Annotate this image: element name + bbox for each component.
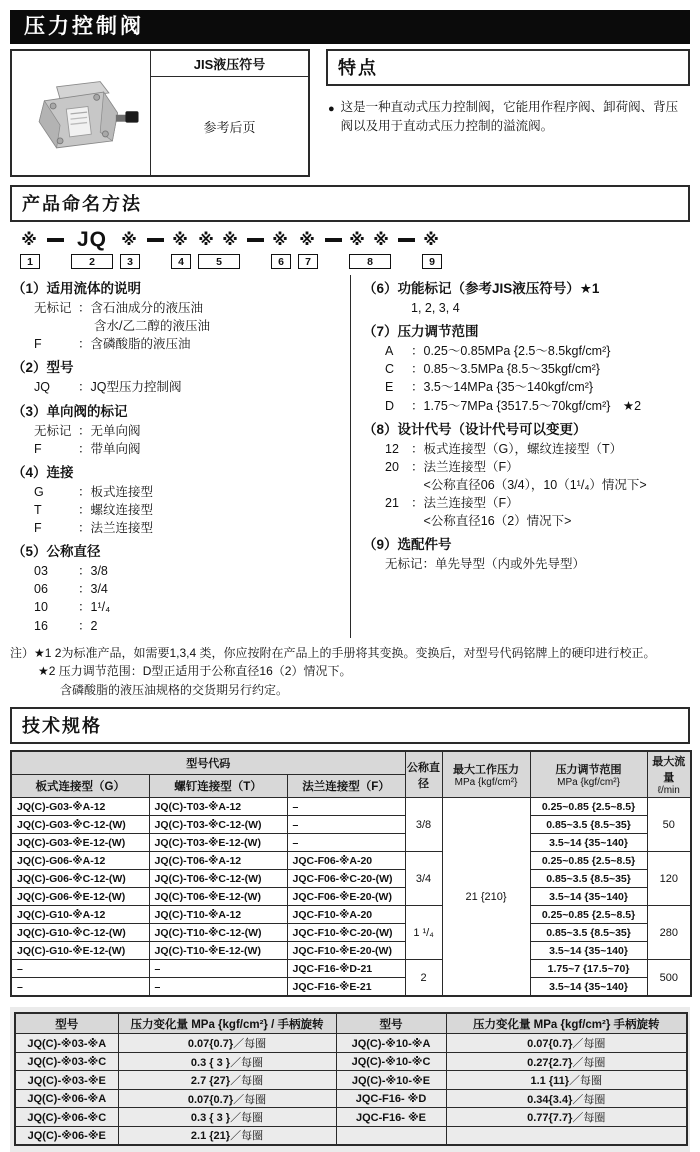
spec-header-model-code: 型号代码 — [11, 751, 405, 775]
handle-per-rev-label: ／每圈 — [572, 1112, 606, 1125]
naming-item-title: （4）连接 — [12, 464, 74, 480]
spec-cell-nominal-dia: 1 ¹/₄ — [405, 906, 442, 960]
model-code-unit — [71, 228, 113, 269]
model-code-position-box: 8 — [349, 254, 391, 269]
handle-header-delta-right: 压力变化量 MPa {kgf/cm²} 手柄旋转 — [446, 1013, 687, 1034]
handle-table-row — [15, 1071, 687, 1090]
spec-cell-model-g: JQ(C)-G10-※E-12-(W) — [11, 942, 149, 960]
features-title: 特点 — [326, 49, 690, 86]
spec-table-row — [11, 852, 691, 870]
naming-item-row — [12, 562, 346, 580]
naming-row-value: ：法兰连接型（F） — [411, 459, 519, 474]
naming-item-row — [363, 378, 686, 396]
spec-cell-nominal-dia: 3/8 — [405, 798, 442, 852]
naming-item — [363, 320, 686, 415]
naming-row-key: F — [34, 337, 42, 352]
model-code-dash-unit — [147, 228, 164, 269]
spec-cell-model-f: JQC-F16-※E-21 — [287, 978, 405, 996]
handle-cell-delta-right: 1.1 {11}／每圈 — [446, 1071, 687, 1090]
naming-row-value: ：3.5～14MPa {35～140kgf/cm²} — [411, 380, 594, 395]
model-code-position-box: 7 — [298, 254, 318, 269]
naming-item-row — [12, 422, 346, 440]
spec-header-max-pressure-title: 最大工作压力 — [453, 764, 520, 777]
spec-table-row — [11, 924, 691, 942]
model-code-unit — [349, 228, 391, 269]
spec-cell-model-g: – — [11, 978, 149, 996]
spec-cell-model-f: – — [287, 834, 405, 852]
naming-row-value: ：板式连接型（G），螺纹连接型（T） — [411, 441, 623, 456]
naming-row-key — [34, 317, 78, 335]
valve-photo-illustration — [20, 63, 142, 163]
jis-symbol-label: JIS液压符号 — [151, 51, 308, 77]
naming-item-row — [363, 555, 686, 573]
model-code-unit — [171, 228, 191, 269]
photo-side-panel — [150, 51, 308, 175]
handle-cell-model-left: JQ(C)-※03-※C — [15, 1052, 118, 1071]
naming-item-row — [12, 317, 346, 335]
naming-item-row — [363, 342, 686, 360]
spec-cell-model-t: JQ(C)-T10-※E-12-(W) — [149, 942, 287, 960]
naming-item-row — [363, 494, 686, 512]
naming-row-key: 06 — [34, 582, 48, 597]
naming-item-row — [363, 360, 686, 378]
handle-per-rev-label: ／每圈 — [230, 1075, 264, 1088]
naming-item-row — [12, 335, 346, 353]
naming-section-title: 产品命名方法 — [10, 185, 690, 222]
spec-cell-model-t: JQ(C)-T03-※A-12 — [149, 798, 287, 816]
spec-table-row — [11, 960, 691, 978]
naming-row-key: 12 — [385, 441, 399, 456]
handle-cell-model-left: JQ(C)-※03-※E — [15, 1071, 118, 1090]
model-code-unit — [422, 228, 442, 269]
spec-table-row — [11, 978, 691, 996]
naming-row-value: ：0.85～3.5MPa {8.5～35kgf/cm²} — [411, 362, 600, 377]
spec-cell-adj-range: 3.5~14 {35~140} — [530, 978, 647, 996]
model-code-symbol: ※ — [21, 232, 39, 249]
spec-cell-model-g: JQ(C)-G06-※A-12 — [11, 852, 149, 870]
naming-item-row — [363, 476, 686, 494]
naming-row-value: ：带单向阀 — [78, 441, 141, 456]
model-code-position-box: 9 — [422, 254, 442, 269]
spec-cell-nominal-dia: 2 — [405, 960, 442, 996]
spec-cell-max-flow: 120 — [647, 852, 691, 906]
naming-row-key: C — [385, 362, 395, 377]
naming-row-value: 含水/乙二醇的液压油 — [78, 319, 210, 334]
bullet-icon: ● — [328, 103, 335, 115]
naming-row-key: A — [385, 344, 394, 359]
spec-cell-adj-range: 3.5~14 {35~140} — [530, 888, 647, 906]
handle-table-section — [10, 1007, 690, 1152]
spec-cell-adj-range: 3.5~14 {35~140} — [530, 834, 647, 852]
spec-cell-model-f: JQC-F06-※C-20-(W) — [287, 870, 405, 888]
spec-table-row — [11, 888, 691, 906]
handle-table — [14, 1012, 688, 1146]
spec-cell-model-t: JQ(C)-T10-※A-12 — [149, 906, 287, 924]
handle-per-rev-label: ／每圈 — [569, 1075, 603, 1088]
naming-item-row — [363, 512, 686, 530]
model-code-dash-unit — [325, 228, 342, 269]
model-code-symbol: ※ — [172, 232, 190, 249]
handle-per-rev-label: ／每圈 — [233, 1038, 267, 1051]
naming-item-title: （5）公称直径 — [12, 544, 101, 560]
naming-item-row — [363, 397, 686, 415]
intro-row — [10, 49, 690, 177]
handle-cell-delta-left: 0.3 { 3 }／每圈 — [118, 1108, 336, 1127]
naming-row-value: ：板式连接型 — [78, 484, 154, 499]
naming-row-value: ：1.75～7MPa {3517.5～70kgf/cm²} ★2 — [411, 398, 642, 413]
model-code-dash — [147, 238, 164, 242]
naming-notes — [10, 644, 690, 700]
spec-header-max-flow-title: 最大流量 — [652, 756, 686, 785]
naming-row-value: <公称直径06（3/4），10（1¹/₄）情况下> — [411, 477, 647, 492]
handle-per-rev-label: ／每圈 — [572, 1056, 606, 1069]
naming-note: 注）★1 2为标准产品，如需要1,3,4 类，你应按附在产品上的手册将其变换。变换后，对型号代码铭牌上的硬印进行校正。 — [10, 645, 656, 660]
features-body — [326, 98, 690, 137]
naming-note: ★2 压力调节范围：D型正适用于公称直径16（2）情况下。 — [38, 664, 352, 679]
model-code-position-box: 1 — [20, 254, 40, 269]
handle-per-rev-label: ／每圈 — [233, 1093, 267, 1106]
naming-row-key: G — [34, 484, 44, 499]
naming-item — [12, 400, 346, 458]
spec-cell-model-t: JQ(C)-T03-※E-12-(W) — [149, 834, 287, 852]
naming-item-title: （1）适用流体的说明 — [12, 281, 142, 296]
handle-cell-delta-right — [446, 1126, 687, 1145]
spec-header-dia: 公称直径 — [405, 751, 442, 798]
naming-item-row — [12, 580, 346, 598]
handle-cell-delta-right: 0.07{0.7}／每圈 — [446, 1034, 687, 1053]
handle-cell-model-right: JQ(C)-※10-※A — [336, 1034, 446, 1053]
handle-table-row — [15, 1089, 687, 1108]
spec-table-row — [11, 834, 691, 852]
spec-cell-max-flow: 50 — [647, 798, 691, 852]
naming-item-row — [363, 458, 686, 476]
naming-item-row — [12, 378, 346, 396]
spec-table-row — [11, 816, 691, 834]
spec-cell-max-pressure: 21 {210} — [442, 798, 530, 996]
spec-cell-max-flow: 280 — [647, 906, 691, 960]
naming-item-row — [12, 483, 346, 501]
handle-cell-delta-right: 0.34{3.4}／每圈 — [446, 1089, 687, 1108]
handle-cell-model-right: JQ(C)-※10-※E — [336, 1071, 446, 1090]
spec-cell-adj-range: 0.85~3.5 {8.5~35} — [530, 816, 647, 834]
naming-item-row — [12, 440, 346, 458]
naming-item-row — [12, 519, 346, 537]
naming-item-title: （3）单向阀的标记 — [12, 403, 128, 419]
handle-cell-delta-right: 0.77{7.7}／每圈 — [446, 1108, 687, 1127]
spec-table-row — [11, 906, 691, 924]
product-photo — [12, 51, 150, 175]
naming-item-row — [12, 598, 346, 616]
spec-cell-adj-range: 3.5~14 {35~140} — [530, 942, 647, 960]
spec-cell-nominal-dia: 3/4 — [405, 852, 442, 906]
spec-cell-model-t: JQ(C)-T03-※C-12-(W) — [149, 816, 287, 834]
naming-item-row — [363, 299, 686, 317]
naming-row-value: <公称直径16（2）情况下> — [411, 514, 572, 529]
naming-row-key: 20 — [385, 459, 399, 474]
spec-header-adj-range-unit: MPa {kgf/cm²} — [557, 777, 620, 789]
specs-section-title: 技术规格 — [10, 707, 690, 744]
page-title: 压力控制阀 — [10, 10, 690, 44]
handle-cell-model-right: JQC-F16- ※E — [336, 1108, 446, 1127]
spec-cell-adj-range: 0.25~0.85 {2.5~8.5} — [530, 906, 647, 924]
naming-row-key: 16 — [34, 618, 48, 633]
handle-cell-model-left: JQ(C)-※06-※E — [15, 1126, 118, 1145]
spec-cell-model-f: – — [287, 816, 405, 834]
naming-row-key: F — [34, 441, 42, 456]
model-code-symbol: JQ — [76, 228, 107, 251]
naming-row-key: D — [385, 398, 395, 413]
handle-cell-model-right — [336, 1126, 446, 1145]
handle-per-rev-label: ／每圈 — [572, 1038, 606, 1051]
spec-cell-adj-range: 0.25~0.85 {2.5~8.5} — [530, 852, 647, 870]
naming-item — [12, 356, 346, 396]
handle-cell-model-left: JQ(C)-※06-※A — [15, 1089, 118, 1108]
spec-cell-adj-range: 0.85~3.5 {8.5~35} — [530, 924, 647, 942]
model-code-dash — [247, 238, 264, 242]
handle-per-rev-label: ／每圈 — [572, 1093, 606, 1106]
handle-cell-model-left: JQ(C)-※06-※C — [15, 1108, 118, 1127]
model-code-symbol: ※ ※ — [198, 232, 240, 249]
spec-cell-model-g: JQ(C)-G06-※E-12-(W) — [11, 888, 149, 906]
spec-cell-adj-range: 0.25~0.85 {2.5~8.5} — [530, 798, 647, 816]
model-code-symbol: ※ ※ — [349, 232, 391, 249]
handle-header-delta-left: 压力变化量 MPa {kgf/cm²} / 手柄旋转 — [118, 1013, 336, 1034]
naming-item — [12, 277, 346, 353]
model-code-dash — [398, 238, 415, 242]
naming-row-value: ：法兰连接型（F） — [411, 496, 519, 510]
spec-cell-model-f: JQC-F10-※A-20 — [287, 906, 405, 924]
handle-cell-model-right: JQ(C)-※10-※C — [336, 1052, 446, 1071]
see-later-page-label: 参考后页 — [203, 119, 256, 135]
handle-table-row — [15, 1126, 687, 1145]
handle-cell-delta-left: 0.3 { 3 }／每圈 — [118, 1052, 336, 1071]
spec-cell-adj-range: 0.85~3.5 {8.5~35} — [530, 870, 647, 888]
naming-row-value: 1, 2, 3, 4 — [411, 301, 460, 315]
spec-cell-model-g: JQ(C)-G06-※C-12-(W) — [11, 870, 149, 888]
model-code-symbol: ※ — [299, 232, 317, 249]
handle-per-rev-label: ／每圈 — [230, 1112, 264, 1125]
naming-col-left — [10, 275, 350, 638]
spec-cell-model-g: JQ(C)-G10-※C-12-(W) — [11, 924, 149, 942]
naming-row-key: 21 — [385, 496, 399, 510]
model-code-symbol: ※ — [272, 232, 290, 249]
spec-cell-model-f: JQC-F10-※C-20-(W) — [287, 924, 405, 942]
handle-cell-delta-left: 2.1 {21}／每圈 — [118, 1126, 336, 1145]
naming-item — [363, 418, 686, 531]
model-code-dash-unit — [398, 228, 415, 269]
model-code-position-box: 5 — [198, 254, 240, 269]
naming-row-value: ：无单向阀 — [78, 423, 141, 438]
model-code-unit — [198, 228, 240, 269]
handle-header-model-right: 型号 — [336, 1013, 446, 1034]
spec-cell-model-g: JQ(C)-G03-※E-12-(W) — [11, 834, 149, 852]
naming-row-key: 无标记 — [34, 301, 72, 315]
model-code-unit — [271, 228, 291, 269]
naming-item — [363, 533, 686, 573]
spec-cell-model-g: JQ(C)-G03-※A-12 — [11, 798, 149, 816]
spec-header-max-pressure — [442, 751, 530, 798]
spec-header-max-flow — [647, 751, 691, 798]
naming-item-title: （8）设计代号（设计代号可以变更） — [363, 421, 587, 437]
handle-table-row — [15, 1108, 687, 1127]
naming-columns — [10, 275, 690, 638]
handle-cell-model-right: JQC-F16- ※D — [336, 1089, 446, 1108]
model-code-position-box: 6 — [271, 254, 291, 269]
spec-cell-model-t: – — [149, 978, 287, 996]
naming-item-title: （7）压力调节范围 — [363, 324, 479, 340]
naming-row-key: 03 — [34, 564, 48, 579]
naming-row-value: ：0.25～0.85MPa {2.5～8.5kgf/cm²} — [411, 344, 611, 359]
naming-row-key: 无标记 — [34, 423, 72, 438]
spec-header-max-pressure-unit: MPa {kgf/cm²} — [454, 777, 518, 789]
spec-cell-model-f: JQC-F16-※D-21 — [287, 960, 405, 978]
model-code-unit — [20, 228, 40, 269]
naming-row-key: T — [34, 502, 42, 517]
spec-cell-model-g: JQ(C)-G03-※C-12-(W) — [11, 816, 149, 834]
spec-cell-model-g: – — [11, 960, 149, 978]
model-code-dash — [47, 238, 64, 242]
handle-table-body — [15, 1034, 687, 1145]
naming-row-value: ：含石油成分的液压油 — [78, 301, 204, 315]
spec-cell-max-flow: 500 — [647, 960, 691, 996]
spec-cell-model-t: JQ(C)-T06-※A-12 — [149, 852, 287, 870]
spec-header-g-type: 板式连接型（G） — [11, 775, 149, 798]
naming-row-key: E — [385, 380, 394, 395]
model-code-dash-unit — [247, 228, 264, 269]
naming-row-value: ：含磷酸脂的液压油 — [78, 337, 191, 352]
naming-row-value: ：法兰连接型 — [78, 521, 154, 535]
features-bullet-text: 这是一种直动式压力控制阀，它能用作程序阀、卸荷阀、背压阀以及用于直动式压力控制的溢流阀。 — [340, 100, 679, 134]
naming-section — [10, 185, 690, 699]
spec-cell-adj-range: 1.75~7 {17.5~70} — [530, 960, 647, 978]
naming-item-title: （6）功能标记（参考JIS液压符号）★1 — [363, 281, 600, 296]
handle-table-row — [15, 1052, 687, 1071]
naming-item — [363, 277, 686, 317]
naming-item-title: （2）型号 — [12, 360, 74, 376]
spec-cell-model-f: JQC-F06-※E-20-(W) — [287, 888, 405, 906]
naming-row-key — [385, 299, 411, 317]
specs-section — [10, 707, 690, 997]
spec-table-row — [11, 798, 691, 816]
spec-header-adj-range — [530, 751, 647, 798]
naming-col-right — [350, 275, 690, 638]
handle-cell-model-left: JQ(C)-※03-※A — [15, 1034, 118, 1053]
naming-row-value: ：3/4 — [78, 582, 108, 597]
naming-item-row — [363, 440, 686, 458]
spec-header-adj-range-title: 压力调节范围 — [555, 764, 622, 777]
model-code-unit — [120, 228, 140, 269]
naming-row-value: ：1¹/₄ — [78, 600, 111, 615]
handle-cell-delta-left: 2.7 {27}／每圈 — [118, 1071, 336, 1090]
spec-cell-model-t: – — [149, 960, 287, 978]
naming-item-title: （9）选配件号 — [363, 537, 452, 553]
model-code-dash — [325, 238, 342, 242]
naming-row-value: ：JQ型压力控制阀 — [78, 380, 182, 395]
spec-table-row — [11, 870, 691, 888]
naming-row-value: ：2 — [78, 618, 98, 633]
handle-per-rev-label: ／每圈 — [230, 1056, 264, 1069]
spec-table-body — [11, 798, 691, 996]
naming-row-key: F — [34, 521, 42, 535]
spec-header-max-flow-unit: ℓ/min — [657, 785, 680, 797]
naming-row-key: JQ — [34, 380, 50, 395]
naming-item-row — [12, 501, 346, 519]
features-section — [326, 49, 690, 177]
naming-item — [12, 461, 346, 537]
spec-header-t-type: 螺钉连接型（T） — [149, 775, 287, 798]
handle-cell-delta-left: 0.07{0.7}／每圈 — [118, 1089, 336, 1108]
spec-cell-model-f: JQC-F06-※A-20 — [287, 852, 405, 870]
spec-cell-model-t: JQ(C)-T06-※C-12-(W) — [149, 870, 287, 888]
naming-row-key: 无标记 — [385, 557, 423, 572]
spec-cell-model-f: JQC-F10-※E-20-(W) — [287, 942, 405, 960]
naming-row-key — [385, 512, 411, 530]
naming-item-row — [12, 299, 346, 317]
model-code-symbol: ※ — [423, 232, 441, 249]
handle-table-row — [15, 1034, 687, 1053]
naming-row-key: 10 — [34, 600, 48, 615]
handle-cell-delta-right: 0.27{2.7}／每圈 — [446, 1052, 687, 1071]
product-photo-box — [10, 49, 310, 177]
spec-header-f-type: 法兰连接型（F） — [287, 775, 405, 798]
model-code-dash-unit — [47, 228, 64, 269]
model-code-row — [10, 228, 690, 269]
handle-header-model-left: 型号 — [15, 1013, 118, 1034]
spec-cell-model-f: – — [287, 798, 405, 816]
model-code-unit — [298, 228, 318, 269]
naming-item — [12, 540, 346, 635]
naming-row-value: ：螺纹连接型 — [78, 502, 154, 517]
spec-cell-model-t: JQ(C)-T10-※C-12-(W) — [149, 924, 287, 942]
model-code-symbol: ※ — [121, 232, 139, 249]
model-code-position-box: 2 — [71, 254, 113, 269]
naming-row-key — [385, 476, 411, 494]
naming-item-row — [12, 617, 346, 635]
naming-row-value: ：单先导型（内或外先导型） — [422, 557, 586, 572]
model-code-position-box: 3 — [120, 254, 140, 269]
spec-table-row — [11, 942, 691, 960]
spec-cell-model-g: JQ(C)-G10-※A-12 — [11, 906, 149, 924]
spec-table — [10, 750, 692, 997]
spec-cell-model-t: JQ(C)-T06-※E-12-(W) — [149, 888, 287, 906]
handle-per-rev-label: ／每圈 — [230, 1130, 264, 1143]
naming-row-value: ：3/8 — [78, 564, 108, 579]
naming-note: 含磷酸脂的液压油规格的交货期另行约定。 — [60, 682, 289, 697]
model-code-position-box: 4 — [171, 254, 191, 269]
handle-cell-delta-left: 0.07{0.7}／每圈 — [118, 1034, 336, 1053]
